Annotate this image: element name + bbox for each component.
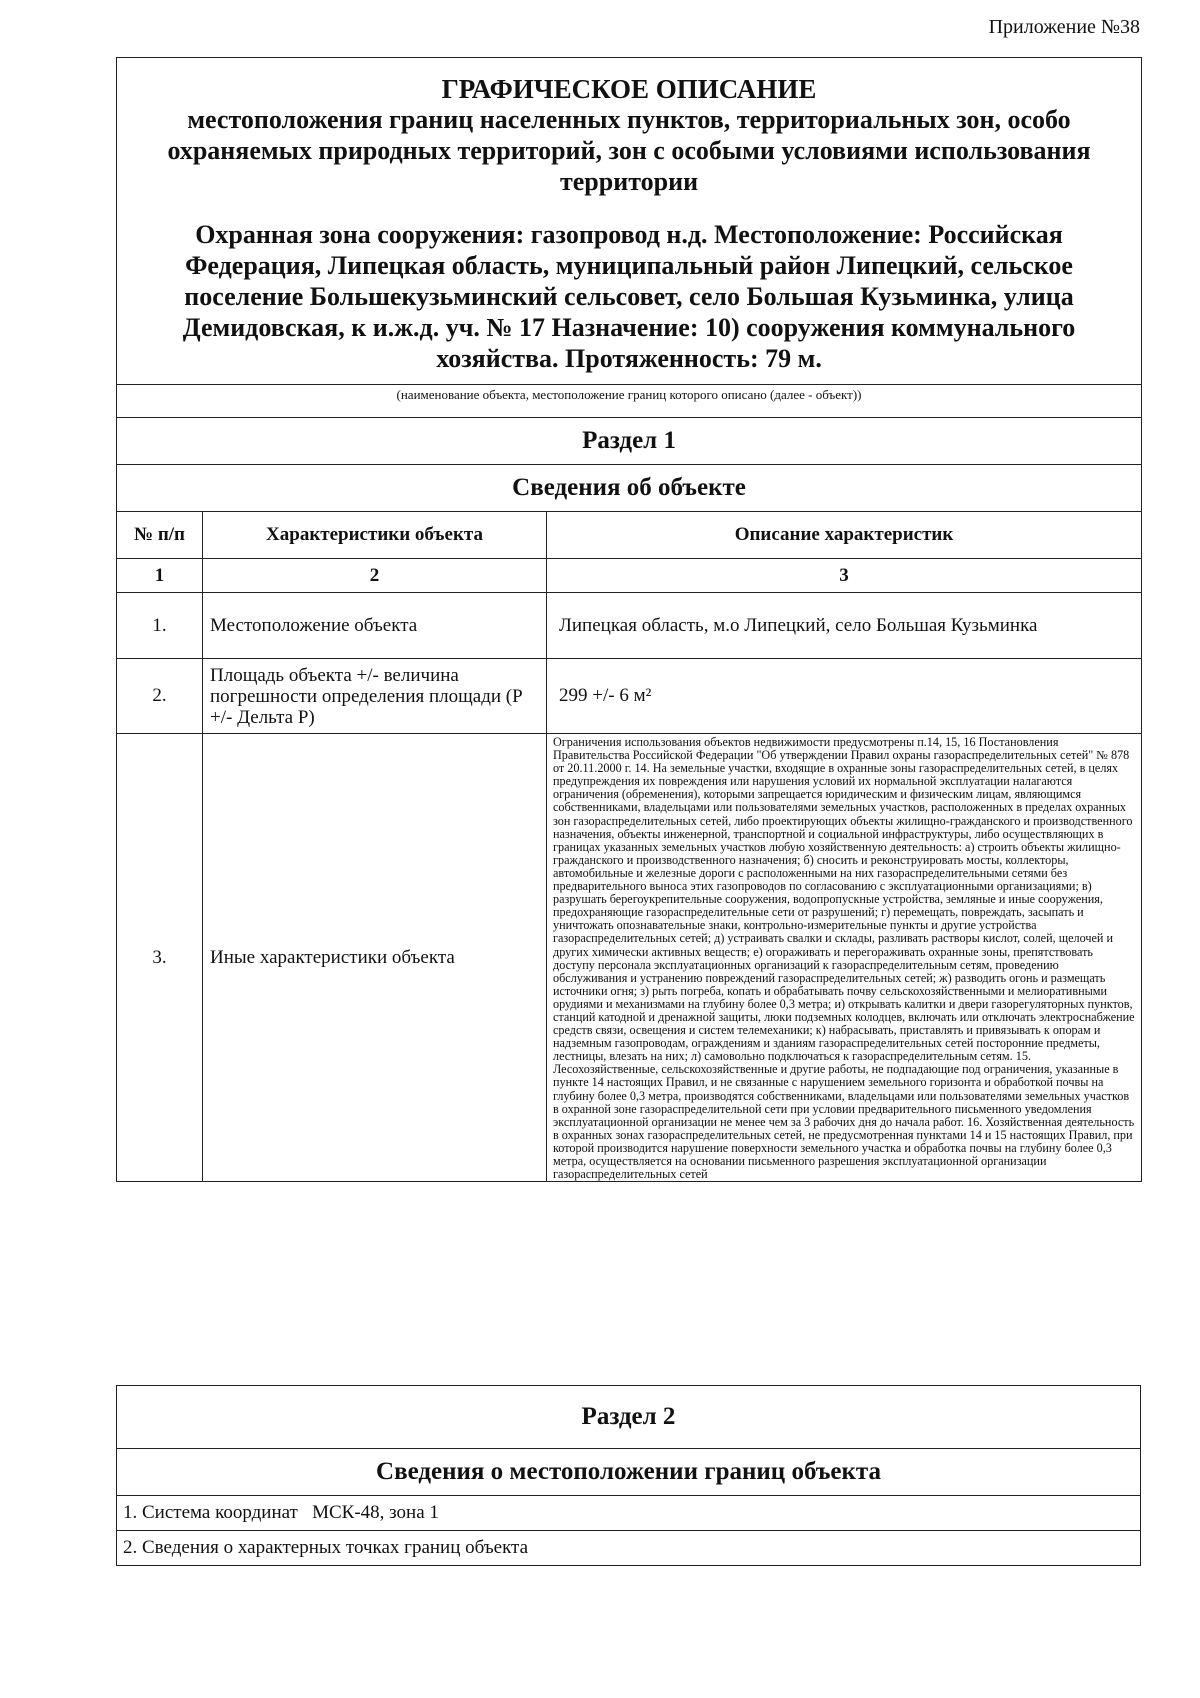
object-info-table — [116, 57, 1142, 1182]
row-description: 299 +/- 6 м² — [547, 659, 1142, 734]
column-number: 3 — [547, 559, 1142, 593]
boundaries-table — [116, 1385, 1141, 1566]
document-title: ГРАФИЧЕСКОЕ ОПИСАНИЕ — [441, 74, 817, 104]
table-row — [117, 593, 1142, 659]
document-header — [117, 58, 1142, 385]
row-characteristic: Местоположение объекта — [203, 593, 547, 659]
row-characteristic: Площадь объекта +/- величина погрешности определения площади (Р +/- Дельта Р) — [203, 659, 547, 734]
appendix-label: Приложение №38 — [988, 16, 1140, 38]
boundary-points-heading: 2. Сведения о характерных точках границ объекта — [117, 1531, 1141, 1566]
section-1-title: Раздел 1 — [117, 418, 1142, 465]
table-row — [117, 734, 1142, 1182]
column-header-number: № п/п — [117, 512, 203, 559]
section-1-subtitle: Сведения об объекте — [117, 465, 1142, 512]
document-subtitle: местоположения границ населенных пунктов, территориальных зон, особо охраняемых природных территорий, зон с особыми условиями использования территории — [167, 105, 1091, 196]
column-header-characteristic: Характеристики объекта — [203, 512, 547, 559]
section-2-block — [116, 1385, 1141, 1566]
row-number: 2. — [117, 659, 203, 734]
row-number: 3. — [117, 734, 203, 1182]
section-2-title: Раздел 2 — [117, 1386, 1141, 1449]
coordinate-system: 1. Система координат МСК-48, зона 1 — [117, 1496, 1141, 1531]
table-row — [117, 659, 1142, 734]
section-2-subtitle: Сведения о местоположении границ объекта — [117, 1449, 1141, 1496]
column-number: 1 — [117, 559, 203, 593]
object-name-caption: (наименование объекта, местоположение границ которого описано (далее - объект)) — [117, 385, 1142, 418]
section-1-block — [116, 57, 1141, 1182]
row-number: 1. — [117, 593, 203, 659]
row-description: Липецкая область, м.о Липецкий, село Большая Кузьминка — [547, 593, 1142, 659]
object-name: Охранная зона сооружения: газопровод н.д. Местоположение: Российская Федерация, Липецкая область, муниципальный район Липецкий, сельское поселение Большекузьминский сельсовет, село Большая Кузьминка, улица Демидовская, к и.ж.д. уч. № 17 Назначение: 10) сооружения коммунального хозяйства. Протяженность: 79 м. — [182, 220, 1076, 373]
row-characteristic: Иные характеристики объекта — [203, 734, 547, 1182]
row-description-restrictions: Ограничения использования объектов недвижимости предусмотрены п.14, 15, 16 Постановления Правительства Российской Федерации "Об утверждении Правил охраны газораспределительных сетей" № 878 от 20.11.2000 г. 14. На земельные участки, входящие в охранные зоны газораспределительных сетей, в целях предупреждения их повреждения или нарушения условий их нормальной эксплуатации налагаются ограничения (обременения), которыми запрещается юридическим и физическим лицам, являющимся собственниками, владельцами или пользователями земельных участков, расположенных в пределах охранных зон газораспределительных сетей, либо проектирующих объекты жилищно-гражданского и производственного назначения, объекты инженерной, транспортной и социальной инфраструктуры, либо осуществляющих в границах указанных земельных участков любую хозяйственную деятельность: а) строить объекты жилищно-гражданского и производственного назначения; б) сносить и реконструировать мосты, коллекторы, автомобильные и железные дороги с расположенными на них газораспределительными сетями без предварительного выноса этих газопроводов по согласованию с эксплуатационными организациями; в) разрушать берегоукрепительные сооружения, водопропускные устройства, земляные и иные сооружения, предохраняющие газораспределительные сети от разрушений; г) перемещать, повреждать, засыпать и уничтожать опознавательные знаки, контрольно-измерительные пункты и другие устройства газораспределительных сетей; д) устраивать свалки и склады, разливать растворы кислот, солей, щелочей и других химически активных веществ; е) огораживать и перегораживать охранные зоны, препятствовать доступу персонала эксплуатационных организаций к газораспределительным сетям, проведению обслуживания и устранению повреждений газораспределительных сетей; ж) разводить огонь и размещать источники огня; з) рыть погреба, копать и обрабатывать почву сельскохозяйственными и мелиоративными орудиями и механизмами на глубину более 0,3 метра; и) открывать калитки и двери газорегуляторных пунктов, станций катодной и дренажной защиты, люки подземных колодцев, включать или отключать электроснабжение средств связи, освещения и систем телемеханики; к) набрасывать, приставлять и привязывать к опорам и надземным газопроводам, ограждениям и зданиям газораспределительных сетей посторонние предметы, лестницы, влезать на них; л) самовольно подключаться к газораспределительным сетям. 15. Лесохозяйственные, сельскохозяйственные и другие работы, не подпадающие под ограничения, указанные в пункте 14 настоящих Правил, и не связанные с нарушением земельного горизонта и обработкой почвы на глубину более 0,3 метра, производятся собственниками, владельцами или пользователями земельных участков в охранной зоне газораспределительной сети при условии предварительного письменного уведомления эксплуатационной организации не менее чем за 3 рабочих дня до начала работ. 16. Хозяйственная деятельность в охранных зонах газораспределительных сетей, не предусмотренная пунктами 14 и 15 настоящих Правил, при которой производится нарушение поверхности земельного участка и обработка почвы на глубину более 0,3 метра, осуществляется на основании письменного разрешения эксплуатационной организации газораспределительных сетей — [547, 734, 1142, 1182]
column-number: 2 — [203, 559, 547, 593]
column-header-description: Описание характеристик — [547, 512, 1142, 559]
